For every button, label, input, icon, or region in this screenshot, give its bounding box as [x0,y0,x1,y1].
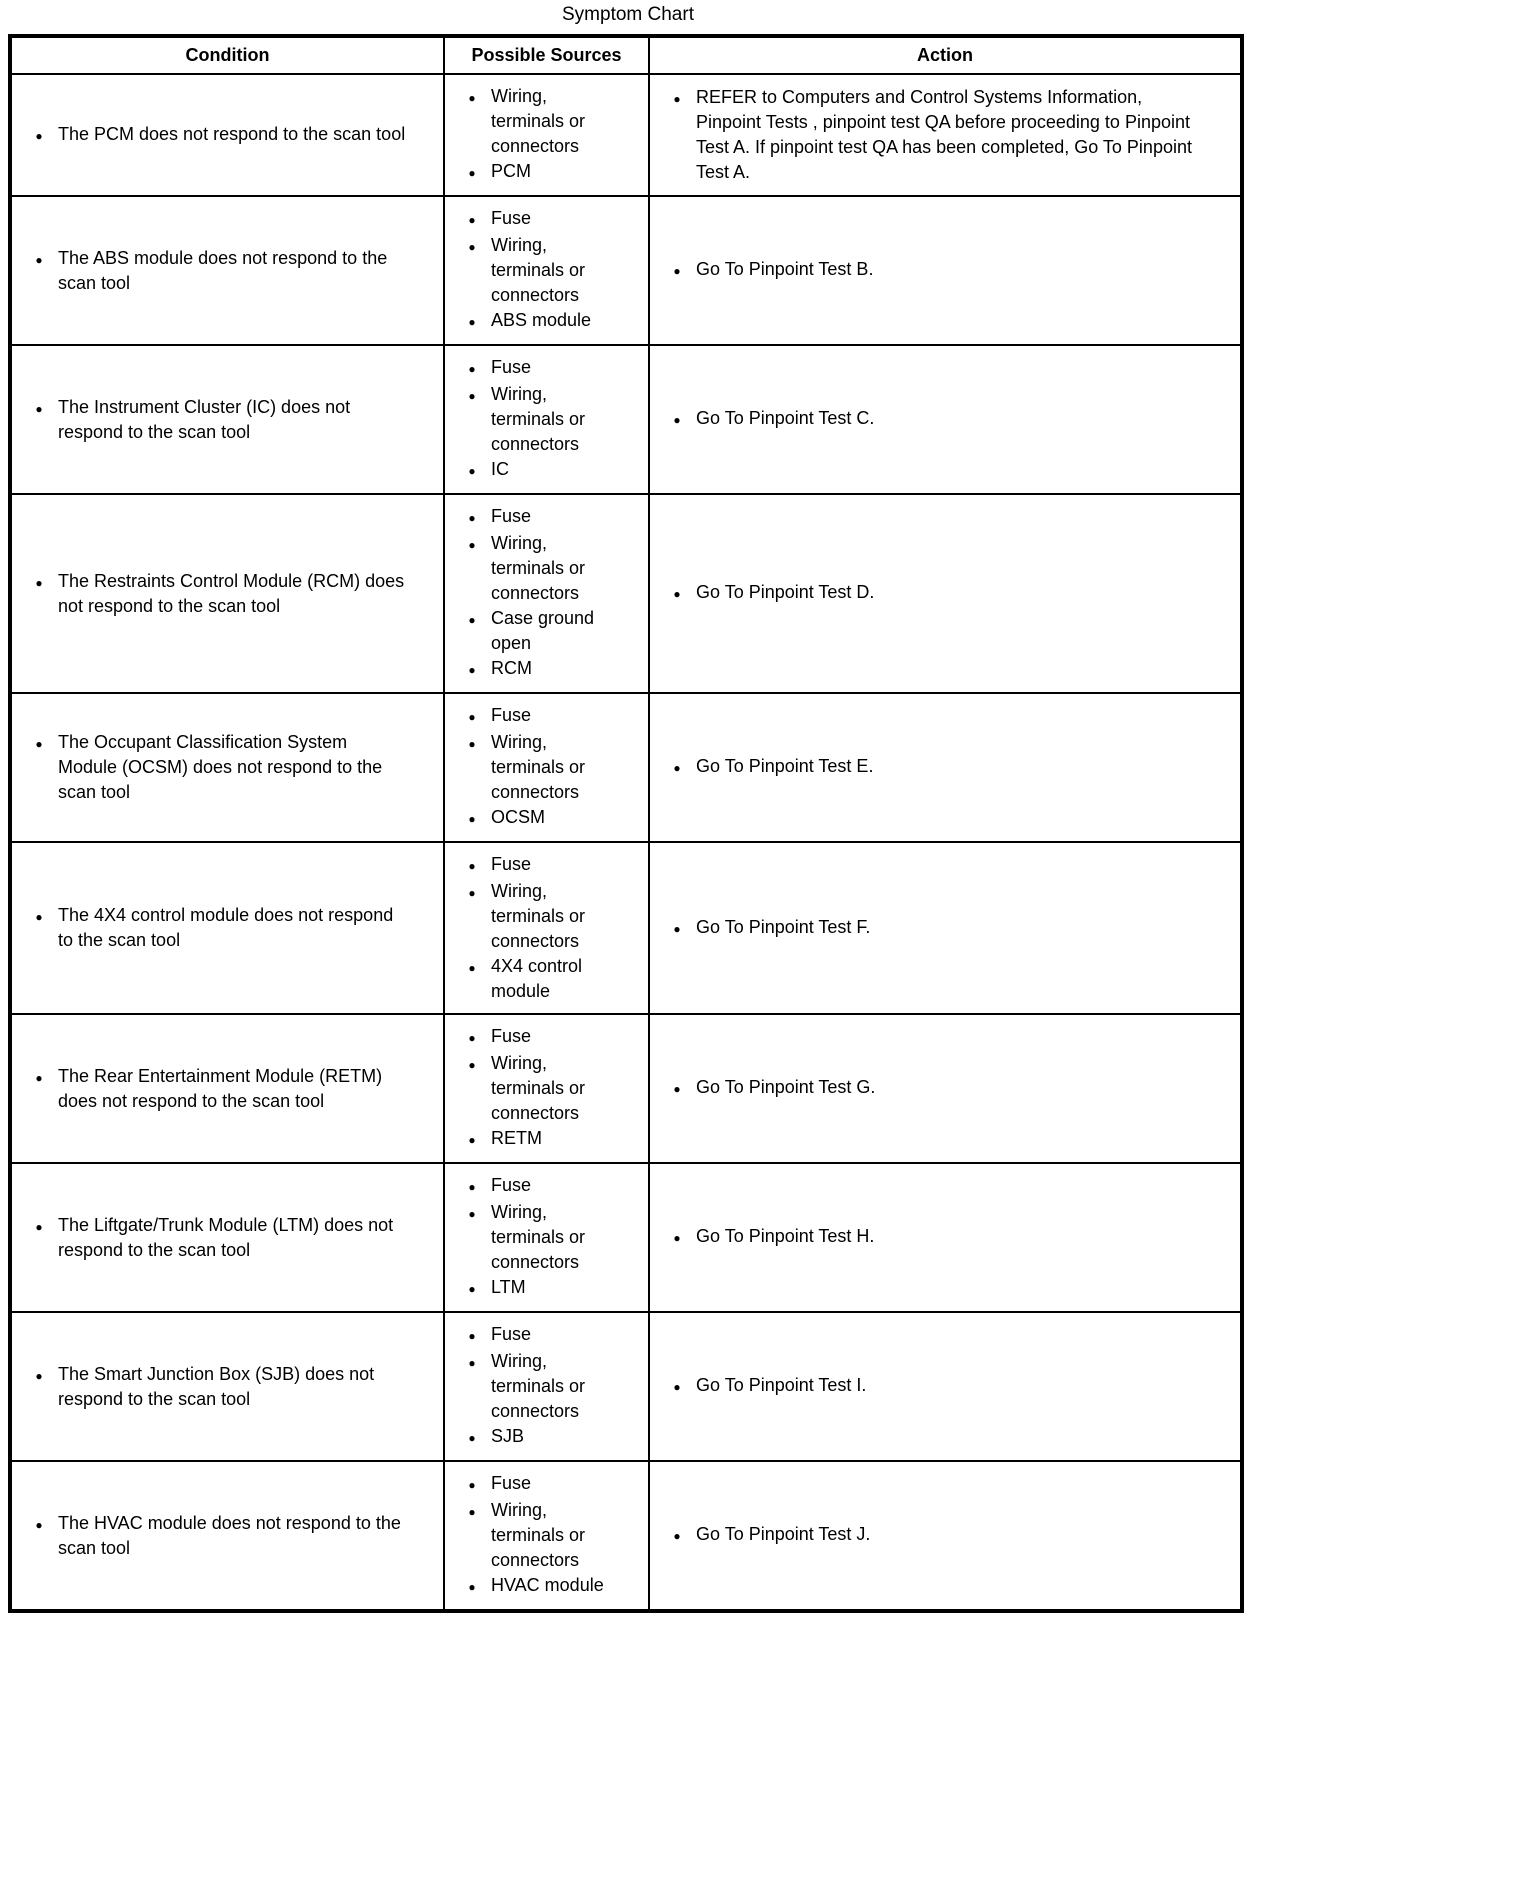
bullet-icon: ● [35,1517,43,1532]
condition-cell-text: The Occupant Classification System Module (OCSM) does not respond to the scan tool [58,732,383,802]
header-row [10,36,1242,74]
bullet-icon: ● [673,587,681,601]
bullet-list [16,122,439,149]
sources-cell-text: Wiring, terminals or connectors [491,1351,586,1421]
bullet-list [16,569,439,619]
sources-cell-text: Wiring, terminals or connectors [491,1500,586,1570]
action-cell-text: Go To Pinpoint Test J. [696,1524,871,1544]
bullet-list [654,257,1236,284]
bullet-list [16,1213,439,1263]
sources-cell [444,1461,649,1611]
bullet-icon: ● [673,1231,681,1245]
action-cell [649,345,1242,494]
table-row [10,1014,1242,1163]
bullet-icon: ● [468,91,476,105]
bullet-list [654,1224,1236,1251]
bullet-icon: ● [468,1356,476,1370]
condition-cell-text: The Rear Entertainment Module (RETM) does not respond to the scan tool [58,1065,383,1111]
sources-cell-text: Fuse [491,357,532,377]
condition-cell [10,1014,444,1163]
bullet-icon: ● [673,264,681,278]
table-row [10,196,1242,345]
bullet-item [449,1200,644,1275]
sources-cell-text: Wiring, terminals or connectors [491,1053,586,1123]
condition-cell [10,842,444,1014]
bullet-icon: ● [35,252,43,267]
action-cell-text: REFER to Computers and Control Systems Information, Pinpoint Tests , pinpoint test QA before proceeding to Pinpoint Test A. If pinpoint test QA has been completed, Go To Pinpoint Test A. [696,87,1192,182]
sources-cell-text: Fuse [491,854,532,874]
bullet-item [16,395,439,445]
bullet-item [449,703,644,730]
bullet-item [16,1213,439,1263]
bullet-item [654,85,1236,185]
bullet-list [16,1064,439,1114]
condition-cell [10,1312,444,1461]
action-cell-text: Go To Pinpoint Test E. [696,756,874,776]
bullet-list [449,504,644,683]
bullet-item [449,606,644,656]
sources-cell-text: Fuse [491,506,532,526]
condition-cell [10,1163,444,1312]
column-header-action: Action [649,36,1242,74]
bullet-icon: ● [35,737,43,751]
bullet-icon: ● [468,1505,476,1519]
bullet-item [449,656,644,683]
action-cell-text: Go To Pinpoint Test C. [696,408,875,428]
condition-cell-text: The Restraints Control Module (RCM) does not respond to the scan tool [58,570,405,616]
bullet-item [449,308,644,335]
bullet-icon: ● [35,401,43,416]
bullet-icon: ● [673,413,681,427]
bullet-icon: ● [468,663,476,677]
bullet-item [16,1064,439,1114]
sources-cell [444,494,649,693]
bullet-icon: ● [35,910,43,924]
bullet-list [16,395,439,445]
bullet-icon: ● [468,315,476,329]
bullet-item [449,954,644,1004]
sources-cell-text: RETM [491,1128,542,1148]
sources-cell-text: RCM [491,658,532,678]
bullet-icon: ● [468,613,476,627]
bullet-item [449,1424,644,1451]
sources-cell [444,1014,649,1163]
bullet-icon: ● [468,464,476,478]
bullet-item [449,355,644,382]
bullet-item [449,382,644,457]
sources-cell-text: Wiring, terminals or connectors [491,384,586,454]
sources-cell-text: LTM [491,1277,526,1297]
bullet-item [654,1522,1236,1549]
sources-cell-text: Wiring, terminals or connectors [491,533,586,603]
sources-cell-text: Case ground open [491,608,595,653]
condition-cell-text: The Smart Junction Box (SJB) does not respond to the scan tool [58,1363,375,1409]
bullet-list [16,1511,439,1561]
action-cell-text: Go To Pinpoint Test B. [696,259,874,279]
action-cell [649,74,1242,196]
symptom-chart-table [8,34,1244,1613]
sources-cell-text: ABS module [491,310,592,330]
bullet-item [16,122,439,149]
bullet-icon: ● [468,1180,476,1194]
condition-cell-text: The HVAC module does not respond to the scan tool [58,1512,401,1558]
bullet-icon: ● [35,1219,43,1234]
bullet-list [449,355,644,484]
bullet-icon: ● [673,761,681,775]
bullet-item [449,1322,644,1349]
bullet-item [449,1126,644,1153]
sources-cell-text: Wiring, terminals or connectors [491,881,586,951]
bullet-icon: ● [468,1329,476,1343]
bullet-list [16,246,439,296]
bullet-item [449,457,644,484]
bullet-icon: ● [468,859,476,873]
action-cell [649,693,1242,842]
bullet-icon: ● [468,1478,476,1492]
sources-cell [444,693,649,842]
action-cell-text: Go To Pinpoint Test H. [696,1226,875,1246]
sources-cell-text: Fuse [491,1026,532,1046]
bullet-item [16,246,439,296]
bullet-list [654,406,1236,433]
bullet-item [16,730,439,805]
bullet-list [449,1322,644,1451]
bullet-icon: ● [468,1207,476,1221]
bullet-list [654,754,1236,781]
bullet-icon: ● [468,812,476,826]
table-row [10,693,1242,842]
bullet-item [654,406,1236,433]
table-row [10,1461,1242,1611]
bullet-list [654,1075,1236,1102]
page-title: Symptom Chart [562,4,694,25]
table-row [10,1163,1242,1312]
table-body [10,74,1242,1611]
bullet-list [449,1024,644,1153]
sources-cell [444,1163,649,1312]
bullet-item [654,754,1236,781]
sources-cell [444,74,649,196]
bullet-item [449,1471,644,1498]
bullet-item [449,1024,644,1051]
bullet-list [654,580,1236,607]
bullet-icon: ● [468,710,476,724]
condition-cell-text: The PCM does not respond to the scan tool [58,123,406,144]
bullet-list [449,1173,644,1302]
sources-cell-text: PCM [491,161,531,181]
bullet-item [654,257,1236,284]
action-cell [649,494,1242,693]
bullet-item [449,1051,644,1126]
bullet-icon: ● [468,961,476,975]
bullet-item [449,159,644,186]
bullet-list [449,84,644,186]
table-row [10,74,1242,196]
bullet-item [449,805,644,832]
bullet-item [449,1349,644,1424]
bullet-icon: ● [468,240,476,254]
bullet-item [654,1373,1236,1400]
action-cell-text: Go To Pinpoint Test I. [696,1375,867,1395]
table-row [10,1312,1242,1461]
bullet-icon: ● [35,575,43,590]
bullet-item [449,1275,644,1302]
sources-cell-text: OCSM [491,807,545,827]
sources-cell-text: SJB [491,1426,525,1446]
bullet-icon: ● [673,921,681,936]
column-header-possible-sources: Possible Sources [444,36,649,74]
action-cell [649,1163,1242,1312]
table-row [10,842,1242,1014]
table-row [10,494,1242,693]
bullet-list [16,903,439,953]
bullet-icon: ● [468,1031,476,1045]
condition-cell-text: The Instrument Cluster (IC) does not respond to the scan tool [58,396,351,442]
condition-cell [10,345,444,494]
bullet-icon: ● [673,1082,681,1096]
bullet-icon: ● [468,1431,476,1445]
condition-cell-text: The ABS module does not respond to the scan tool [58,247,388,293]
bullet-item [449,1173,644,1200]
bullet-list [16,1362,439,1412]
bullet-icon: ● [468,1133,476,1147]
sources-cell-text: Wiring, terminals or connectors [491,235,586,305]
bullet-item [449,852,644,879]
bullet-icon: ● [468,213,476,227]
condition-cell [10,196,444,345]
bullet-item [449,233,644,308]
bullet-icon: ● [468,166,476,180]
sources-cell [444,345,649,494]
condition-cell [10,693,444,842]
condition-cell [10,1461,444,1611]
sources-cell-text: Wiring, terminals or connectors [491,1202,586,1272]
bullet-icon: ● [673,92,681,106]
sources-cell [444,196,649,345]
bullet-item [16,569,439,619]
sources-cell-text: HVAC module [491,1575,604,1595]
bullet-icon: ● [35,128,43,143]
column-header-condition: Condition [10,36,444,74]
bullet-icon: ● [468,389,476,403]
bullet-item [449,1498,644,1573]
sources-cell-text: Fuse [491,1175,532,1195]
condition-cell-text: The 4X4 control module does not respond to the scan tool [58,905,394,950]
bullet-icon: ● [468,362,476,376]
bullet-icon: ● [468,511,476,525]
bullet-item [449,879,644,954]
action-cell-text: Go To Pinpoint Test G. [696,1077,876,1097]
bullet-item [449,531,644,606]
table-row [10,345,1242,494]
bullet-item [654,580,1236,607]
action-cell [649,196,1242,345]
bullet-item [16,1511,439,1561]
condition-cell-text: The Liftgate/Trunk Module (LTM) does not respond to the scan tool [58,1214,394,1260]
bullet-list [654,915,1236,942]
bullet-item [449,206,644,233]
bullet-icon: ● [468,538,476,552]
bullet-item [654,915,1236,942]
bullet-list [449,206,644,335]
bullet-item [449,1573,644,1600]
sources-cell-text: Wiring, terminals or connectors [491,86,586,156]
bullet-item [16,1362,439,1412]
action-cell [649,842,1242,1014]
bullet-icon: ● [35,1368,43,1383]
bullet-icon: ● [468,1282,476,1296]
action-cell-text: Go To Pinpoint Test D. [696,582,875,602]
bullet-icon: ● [468,1580,476,1594]
bullet-list [654,1522,1236,1549]
sources-cell [444,842,649,1014]
action-cell [649,1461,1242,1611]
bullet-list [16,730,439,805]
bullet-item [654,1075,1236,1102]
bullet-list [449,703,644,832]
bullet-list [654,1373,1236,1400]
bullet-list [449,852,644,1004]
sources-cell-text: IC [491,459,509,479]
action-cell [649,1014,1242,1163]
bullet-item [16,903,439,953]
bullet-icon: ● [468,1058,476,1072]
sources-cell-text: Fuse [491,1324,532,1344]
bullet-icon: ● [673,1380,681,1394]
sources-cell-text: Fuse [491,208,532,228]
bullet-icon: ● [35,1070,43,1085]
bullet-item [449,730,644,805]
action-cell-text: Go To Pinpoint Test F. [696,916,871,937]
sources-cell-text: Fuse [491,705,532,725]
bullet-icon: ● [468,737,476,751]
sources-cell-text: Wiring, terminals or connectors [491,732,586,802]
sources-cell [444,1312,649,1461]
bullet-list [449,1471,644,1600]
bullet-item [449,84,644,159]
condition-cell [10,74,444,196]
bullet-item [449,504,644,531]
bullet-icon: ● [673,1529,681,1543]
bullet-icon: ● [468,886,476,900]
sources-cell-text: 4X4 control module [491,956,583,1001]
bullet-list [654,85,1236,185]
bullet-item [654,1224,1236,1251]
condition-cell [10,494,444,693]
sources-cell-text: Fuse [491,1473,532,1493]
action-cell [649,1312,1242,1461]
